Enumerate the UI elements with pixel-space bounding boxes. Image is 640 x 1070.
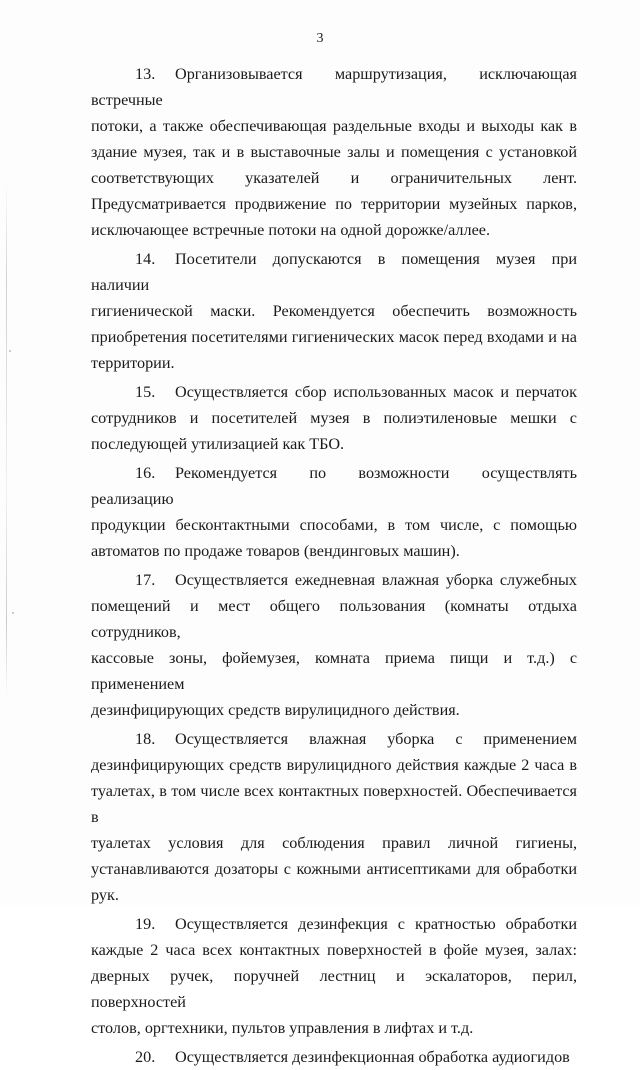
paragraph-line-text: Осуществляется дезинфекционная обработка аудиогидов bbox=[175, 1048, 570, 1066]
paragraph-line: здание музея, так и в выставочные залы и помещения с установкой bbox=[91, 143, 577, 161]
paragraph-item bbox=[91, 246, 577, 376]
paragraph-line-text: Осуществляется дезинфекция с кратностью обработки bbox=[175, 915, 577, 933]
paragraph-item bbox=[91, 567, 577, 723]
paragraph-first-line bbox=[91, 460, 577, 512]
paragraph-line: кассовые зоны, фойемузея, комната приема пищи и т.д.) с применением bbox=[91, 649, 577, 693]
paragraph-first-line bbox=[91, 246, 577, 298]
paragraph-first-line bbox=[91, 567, 577, 593]
paragraph-item bbox=[91, 460, 577, 564]
paragraph-line-text: Осуществляется сбор использованных масок и перчаток bbox=[175, 383, 577, 401]
paragraph-line: туалетах, в том числе всех контактных поверхностей. Обеспечивается в bbox=[91, 782, 577, 826]
paragraph-line: автоматов по продаже товаров (вендинговых машин). bbox=[91, 542, 460, 560]
paragraph-item bbox=[91, 61, 577, 243]
scan-edge-artifact bbox=[6, 180, 7, 700]
paragraph-line: устанавливаются дозаторы с кожными антисептиками для обработки рук. bbox=[91, 860, 577, 904]
paragraph-number: 16. bbox=[135, 464, 156, 482]
scan-speck bbox=[9, 350, 11, 352]
paragraph-line: сотрудников и посетителей музея в полиэтиленовые мешки с bbox=[91, 409, 577, 427]
paragraph-line: столов, оргтехники, пультов управления в лифтах и т.д. bbox=[91, 1019, 474, 1037]
paragraph-line: Предусматривается продвижение по территории музейных парков, bbox=[91, 195, 577, 213]
paragraph-line-text: Осуществляется ежедневная влажная уборка служебных bbox=[175, 571, 577, 589]
paragraph-first-line bbox=[91, 61, 577, 113]
paragraph-item bbox=[91, 726, 577, 908]
paragraph-line: продукции бесконтактными способами, в том числе, с помощью bbox=[91, 516, 577, 534]
paragraph-line-text: Организовывается маршрутизация, исключающая встречные bbox=[91, 65, 577, 109]
paragraph-number: 17. bbox=[135, 571, 156, 589]
paragraph-first-line bbox=[91, 1044, 577, 1070]
paragraph-line: территории. bbox=[91, 354, 175, 372]
paragraph-line: дезинфицирующих средств вирулицидного действия. bbox=[91, 701, 460, 719]
paragraph-line: гигиенической маски. Рекомендуется обеспечить возможность bbox=[91, 302, 577, 320]
paragraph-line: туалетах условия для соблюдения правил личной гигиены, bbox=[91, 834, 577, 852]
paragraph-line-text: Осуществляется влажная уборка с применением bbox=[175, 730, 577, 748]
paragraph-number: 15. bbox=[135, 383, 156, 401]
paragraph-item bbox=[91, 1044, 577, 1070]
paragraph-line: дезинфицирующих средств вирулицидного действия каждые 2 часа в bbox=[91, 756, 577, 774]
paragraph-number: 14. bbox=[135, 250, 156, 268]
paragraph-first-line bbox=[91, 911, 577, 937]
paragraph-line: каждые 2 часа всех контактных поверхностей в фойе музея, залах: bbox=[91, 941, 577, 959]
paragraph-line: дверных ручек, поручней лестниц и эскалаторов, перил, поверхностей bbox=[91, 967, 577, 1011]
paragraph-first-line bbox=[91, 726, 577, 752]
paragraph-line: последующей утилизацией как ТБО. bbox=[91, 435, 345, 453]
paragraph-number: 18. bbox=[135, 730, 156, 748]
paragraph-item bbox=[91, 911, 577, 1041]
paragraph-line-text: Рекомендуется по возможности осуществлять реализацию bbox=[91, 464, 577, 508]
paragraph-first-line bbox=[91, 379, 577, 405]
page-number: 3 bbox=[316, 31, 324, 46]
paragraph-number: 20. bbox=[135, 1048, 156, 1066]
paragraph-line: приобретения посетителями гигиенических масок перед входами и на bbox=[91, 328, 577, 346]
paragraph-number: 13. bbox=[135, 65, 156, 83]
document-body bbox=[91, 61, 577, 1070]
paragraph-item bbox=[91, 379, 577, 457]
paragraph-line: потоки, а также обеспечивающая раздельные входы и выходы как в bbox=[91, 117, 577, 135]
paragraph-line: соответствующих указателей и ограничительных лент. bbox=[91, 169, 577, 187]
paragraph-number: 19. bbox=[135, 915, 156, 933]
scan-speck bbox=[12, 612, 14, 614]
paragraph-line: помещений и мест общего пользования (комнаты отдыха сотрудников, bbox=[91, 597, 577, 641]
paragraph-line-text: Посетители допускаются в помещения музея при наличии bbox=[91, 250, 577, 294]
paragraph-line: исключающее встречные потоки на одной дорожке/аллее. bbox=[91, 221, 490, 239]
